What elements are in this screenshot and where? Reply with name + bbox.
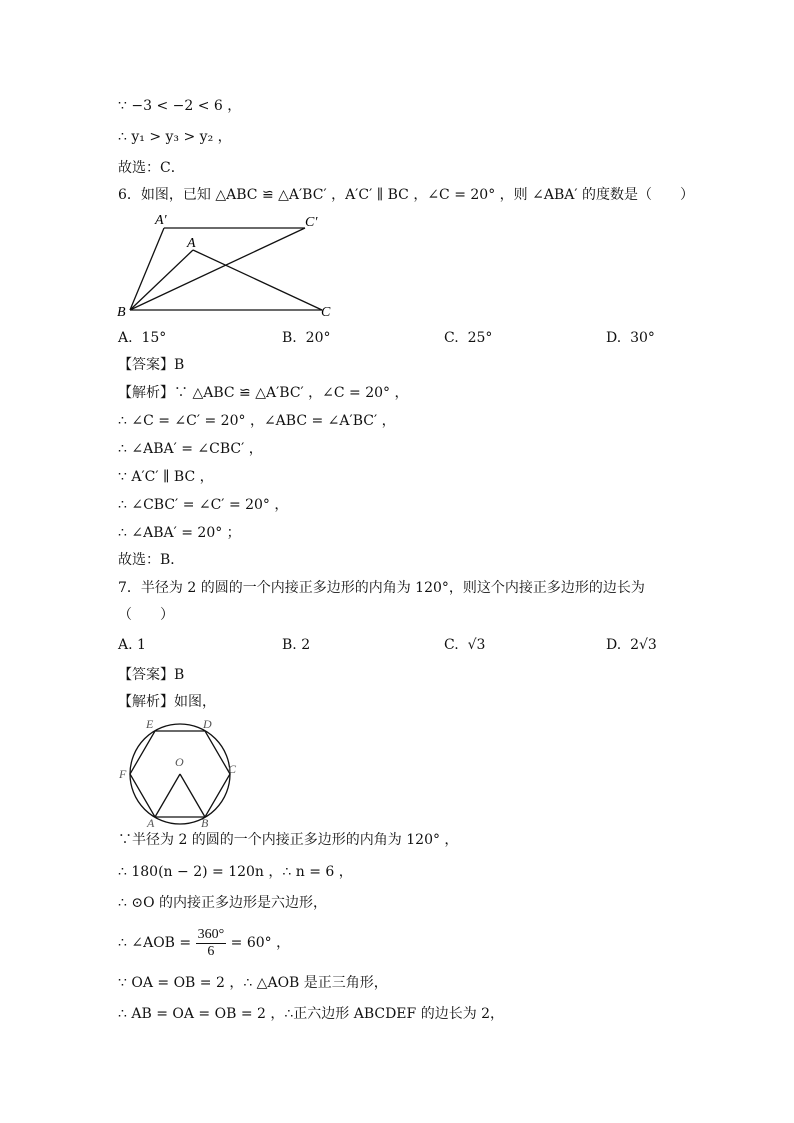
solution-7-line-1: ∵半径为 2 的圆的一个内接正多边形的内角为 120° ， <box>118 832 459 848</box>
q7-option-d[interactable]: D. 2√3 <box>606 637 657 653</box>
q6-option-b[interactable]: B. 20° <box>282 330 331 346</box>
label-C-prime: C′ <box>305 215 318 230</box>
text-line-inequality: ∵ −3 < −2 < 6 ， <box>118 98 242 114</box>
text-line-choice: 故选：C． <box>118 160 185 176</box>
label-C: C <box>321 305 331 320</box>
label-D: D <box>203 717 212 731</box>
fraction-360-over-6: $\frac{360^\circ}{6}$ <box>197 926 225 959</box>
solution-6-line-7: 故选：B． <box>118 552 185 568</box>
solution-7-line-6: ∴ AB = OA = OB = 2 ，∴正六边形 ABCDEF 的边长为 2， <box>118 1006 505 1022</box>
solution-6-line-2: ∴ ∠C = ∠C′ = 20° ，∠ABC = ∠A′BC′ ， <box>118 413 396 429</box>
q7-option-c[interactable]: C. √3 <box>444 637 486 653</box>
solution-6-line-5: ∴ ∠CBC′ = ∠C′ = 20° ， <box>118 497 289 513</box>
text-line-conclusion: ∴ y₁ > y₃ > y₂ ， <box>118 129 232 145</box>
q6-option-c[interactable]: C. 25° <box>444 330 493 346</box>
label-A: A <box>187 236 196 251</box>
solution-6-line-3: ∴ ∠ABA′ = ∠CBC′ ， <box>118 441 263 457</box>
answer-6: 【答案】B <box>118 357 185 373</box>
solution-6-line-6: ∴ ∠ABA′ = 20° ； <box>118 525 241 541</box>
solution-6-line-4: ∵ A′C′ ∥ BC ， <box>118 469 214 485</box>
label-A: A <box>147 816 155 830</box>
label-A-prime: A′ <box>155 213 167 228</box>
label-B: B <box>117 305 126 320</box>
label-O: O <box>175 755 184 769</box>
solution-6-line-1: 【解析】∵ △ABC ≌ △A′BC′ ，∠C = 20° ， <box>118 385 409 401</box>
question-6: 6．如图，已知 △ABC ≌ △A′BC′ ，A′C′ ∥ BC ，∠C = 20° ，则 ∠ABA′ 的度数是（ ） <box>118 187 694 203</box>
label-E: E <box>146 717 154 731</box>
question-7-paren: （ ） <box>118 607 174 623</box>
solution-7-line-4: ∴ ∠AOB = $\frac{360^\circ}{6}$ = 60° ， <box>118 926 291 959</box>
figure-q6 <box>115 210 345 320</box>
question-7: 7．半径为 2 的圆的一个内接正多边形的内角为 120°，则这个内接正多边形的边长为 <box>118 580 645 596</box>
q6-option-a[interactable]: A. 15° <box>118 330 167 346</box>
label-F: F <box>119 767 127 781</box>
solution-7-line-5: ∵ OA = OB = 2 ，∴ △AOB 是正三角形， <box>118 975 388 991</box>
solution-7-line-3: ∴ ⊙O 的内接正多边形是六边形， <box>118 895 328 911</box>
q6-option-d[interactable]: D. 30° <box>606 330 655 346</box>
solution-7-intro: 【解析】如图， <box>118 694 216 710</box>
label-C: C <box>228 762 237 776</box>
solution-7-line-2: ∴ 180(n − 2) = 120n ，∴ n = 6 ， <box>118 864 353 880</box>
q7-option-a[interactable]: A. 1 <box>118 637 146 653</box>
label-B: B <box>201 816 209 830</box>
figure-q7-hexagon <box>115 715 245 830</box>
answer-7: 【答案】B <box>118 667 185 683</box>
q7-option-b[interactable]: B. 2 <box>282 637 311 653</box>
